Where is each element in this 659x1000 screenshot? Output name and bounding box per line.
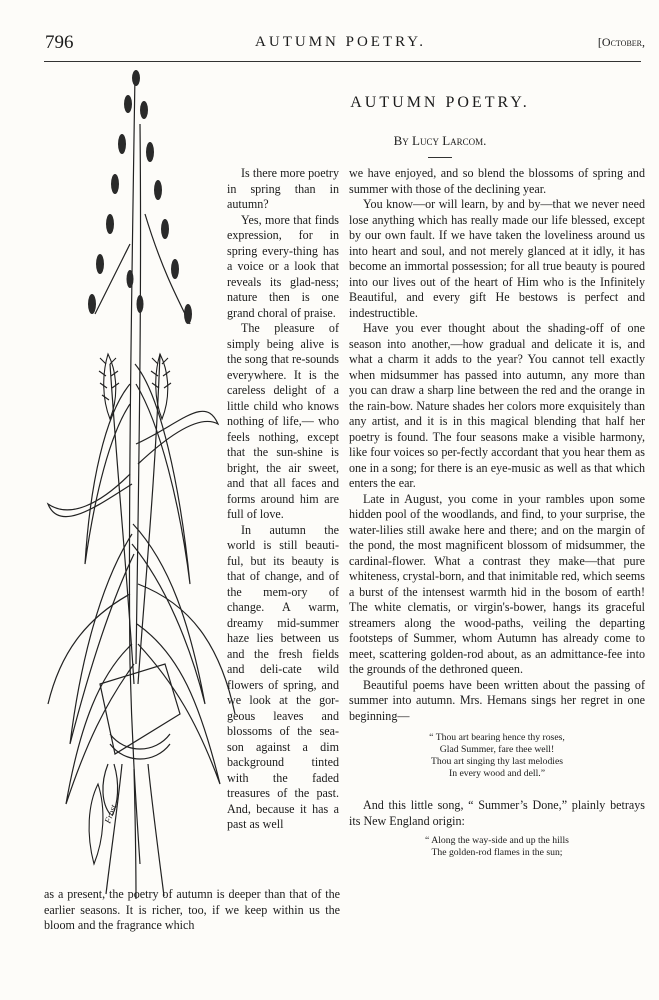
byline-rule (428, 157, 452, 158)
poem-line: Thou art singing thy last melodies (430, 756, 564, 767)
poem-line: In every wood and dell.” (448, 768, 546, 779)
paragraph: we have enjoyed, and so blend the blossoms of spring and summer with those of the declining year. (349, 166, 645, 196)
bottom-continuation (44, 887, 340, 934)
paragraph: Have you ever thought about the shading-off of one season into another,—how gradual and delicate it is, and what a charm it adds to the year? You cannot tell exactly when midsummer has passed into autumn, any more than you can draw a sharp line between the red and the orange in the rain-bow. Nature shades her colors more exquisitely than any artist, and it is in this magical blending that half her poetry is found. The four seasons make a visible harmony, like four voices so per-fectly accordant that you hear them as one in a song; for there is an eye-music as well as that which enters the ear. (349, 321, 645, 490)
article-byline: By Lucy Larcom. (393, 133, 487, 148)
poem-line: “ Along the way-side and up the hills (425, 835, 569, 846)
paragraph: Beautiful poems have been written about the passing of summer into autumn. Mrs. Hemans sings her regret in one beginning— (349, 677, 645, 723)
paragraph: In autumn the world is still beauti-ful, but its beauty is that of change, and of the mem-ory of change. A warm, dreamy mid-summer haze lies between us and the fresh fields and deli-cate wild flowers of spring, and we look at the gor-geous leaves and blossoms of the sea-son against a dim background tinted with the faded treasures of the past. And, because it has a past as well (227, 522, 339, 831)
paragraph: Yes, more that finds expression, for in spring every-thing has a voice or a look that reveals its glad-ness; nature then is one grand choral of praise. (227, 212, 339, 320)
paragraph-continuation: as a present, the poetry of autumn is deeper than that of the earlier seasons. It is richer, too, if we keep within us the bloom and the fragrance which (44, 887, 340, 932)
poem-line: “ Thou art bearing hence thy roses, (429, 732, 565, 743)
page-number: 796 (45, 32, 74, 53)
quoted-poem-summers-done (349, 835, 645, 859)
running-month: [October, (597, 35, 645, 49)
paragraph: The pleasure of simply being alive is the song that re-sounds everywhere. It is the careless delight of a little child who knows nothing of life,— who feels nothing, except that the sun-shine is bright, the air sweet, and that all faces and forms around him are full of love. (227, 321, 339, 521)
article-title: AUTUMN POETRY. (350, 94, 530, 111)
running-title: AUTUMN POETRY. (255, 34, 426, 50)
left-column (227, 166, 339, 833)
poem-line: The golden-rod flames in the sun; (431, 847, 563, 858)
paragraph: And this little song, “ Summer’s Done,” plainly betrays its New England origin: (349, 798, 645, 828)
wheat-and-oat-sheaf-illustration (40, 64, 240, 904)
paragraph: Late in August, you come in your rambles upon some hidden pool of the woodlands, and find, to your surprise, the water-lilies still awake here and there; and on the margin of the pond, the most magnificent blossom of midsummer, the cardinal-flower. What a contrast they make—that pure whiteness, crystal-born, and that inimitable red, which seems a burst of the intensest warmth hid in the bosom of earth! The white clematis, or virgin's-bower, hangs its graceful streamers along the wood-paths, veiling the departing footsteps of Summer, whom Autumn has already come to meet, scattering golden-rod about, as an admittance-fee into the grounds of the dethroned queen. (349, 491, 645, 676)
header-rule (44, 61, 641, 62)
running-head (45, 32, 645, 53)
poem-line: Glad Summer, fare thee well! (439, 744, 555, 755)
right-column (349, 166, 645, 877)
quoted-poem-hemans (349, 732, 645, 780)
paragraph: Is there more poetry in spring than in autumn? (227, 166, 339, 211)
paragraph: You know—or will learn, by and by—that we never need lose anything which has really made our life blessed, except by our own fault. If we have taken the loveliness around us into heart and soul, and not merely glanced at it idly, it has become an immortal possession; for all true beauty is poured into our lives out of the heart of Him who is the Infinitely Beautiful, and every gift He bestows is perfect and indestructible. (349, 197, 645, 320)
illustrator-signature: Frost (102, 803, 119, 825)
